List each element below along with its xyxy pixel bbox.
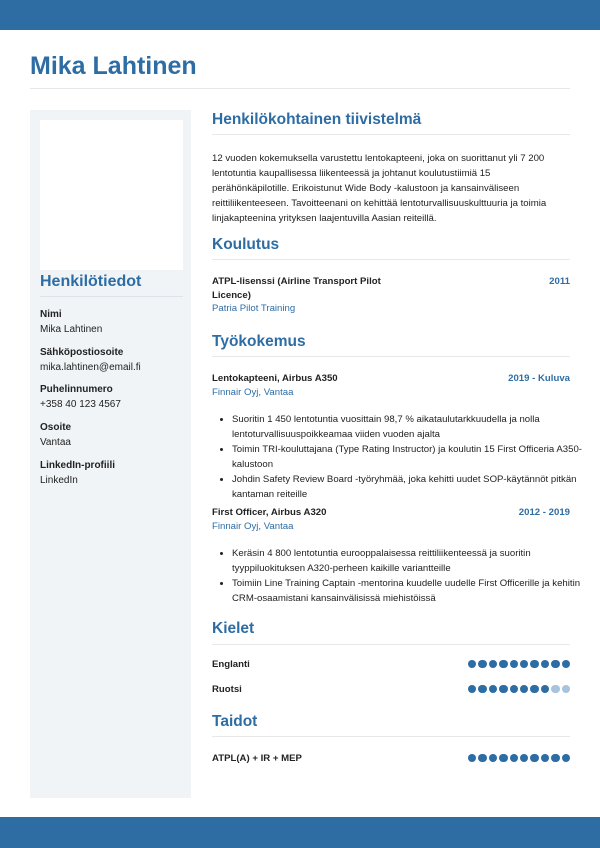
sidebar-divider xyxy=(40,296,183,297)
level-dot-filled xyxy=(562,660,570,668)
profile-photo xyxy=(40,120,183,270)
person-name: Mika Lahtinen xyxy=(30,52,197,80)
level-dot-filled xyxy=(510,660,518,668)
field-value: LinkedIn xyxy=(40,475,78,486)
top-accent-bar xyxy=(0,0,600,30)
education-degree: ATPL-lisenssi (Airline Transport Pilot Licence) xyxy=(212,276,381,301)
language-level-dots xyxy=(468,685,570,695)
field-value: Vantaa xyxy=(40,437,71,448)
field-label: Osoite xyxy=(40,422,72,433)
language-name: Englanti xyxy=(212,659,250,670)
field-label: Sähköpostiosoite xyxy=(40,347,124,358)
sidebar-title: Henkilötiedot xyxy=(40,273,142,290)
job-dates: 2019 - Kuluva xyxy=(508,373,570,384)
level-dot-filled xyxy=(489,754,497,762)
field-linkedin xyxy=(40,459,190,488)
level-dot-filled xyxy=(520,660,528,668)
job-title: Lentokapteeni, Airbus A350 xyxy=(212,373,338,384)
list-item: • Keräsin 4 800 lentotuntia eurooppalaisessa reittiliikenteessä ja suoritin tyyppiluokituksen A320-perheen kaikille variantteille xyxy=(232,546,590,576)
section-divider xyxy=(212,134,570,135)
level-dot-filled xyxy=(520,685,528,693)
job-title: First Officer, Airbus A320 xyxy=(212,507,327,518)
level-dot-filled xyxy=(478,685,486,693)
job-company: Finnair Oyj, Vantaa xyxy=(212,521,294,532)
section-title-summary: Henkilökohtainen tiivistelmä xyxy=(212,111,422,128)
level-dot-filled xyxy=(551,754,559,762)
level-dot-filled xyxy=(541,685,549,693)
level-dot-filled xyxy=(530,660,538,668)
section-title-languages: Kielet xyxy=(212,620,255,637)
section-title-education: Koulutus xyxy=(212,236,280,253)
job-achievements xyxy=(212,412,590,502)
list-item: • Toimin TRI-kouluttajana (Type Rating Instructor) ja koulutin 15 First Officeria A350-kalustoon xyxy=(232,442,590,472)
field-label: Nimi xyxy=(40,309,62,320)
section-divider xyxy=(212,259,570,260)
level-dot-filled xyxy=(468,660,476,668)
level-dot-filled xyxy=(541,754,549,762)
field-label: LinkedIn-profiili xyxy=(40,460,115,471)
education-year: 2011 xyxy=(549,276,570,287)
level-dot-filled xyxy=(489,660,497,668)
level-dot-filled xyxy=(530,754,538,762)
language-name: Ruotsi xyxy=(212,684,242,695)
level-dot-filled xyxy=(468,754,476,762)
education-school: Patria Pilot Training xyxy=(212,303,296,314)
section-divider xyxy=(212,644,570,645)
level-dot-filled xyxy=(541,660,549,668)
sidebar xyxy=(30,110,191,798)
field-value: mika.lahtinen@email.fi xyxy=(40,362,141,373)
field-name xyxy=(40,308,190,337)
level-dot-filled xyxy=(499,685,507,693)
skill-name: ATPL(A) + IR + MEP xyxy=(212,753,302,764)
level-dot-filled xyxy=(478,660,486,668)
level-dot-filled xyxy=(499,754,507,762)
level-dot-filled xyxy=(478,754,486,762)
job-company: Finnair Oyj, Vantaa xyxy=(212,387,294,398)
section-title-experience: Työkokemus xyxy=(212,333,306,350)
section-divider xyxy=(212,356,570,357)
field-value: +358 40 123 4567 xyxy=(40,399,121,410)
level-dot-filled xyxy=(489,685,497,693)
level-dot-filled xyxy=(520,754,528,762)
language-level-dots xyxy=(468,660,570,670)
level-dot-filled xyxy=(499,660,507,668)
job-dates: 2012 - 2019 xyxy=(518,507,570,518)
level-dot-filled xyxy=(562,754,570,762)
level-dot-empty xyxy=(551,685,559,693)
field-address xyxy=(40,421,190,450)
bottom-accent-bar xyxy=(0,817,600,848)
level-dot-filled xyxy=(530,685,538,693)
level-dot-filled xyxy=(510,685,518,693)
skill-level-dots xyxy=(468,754,570,764)
list-item: • Johdin Safety Review Board -työryhmää, joka kehitti uudet SOP-käytännöt pitkän kantaman reiteille xyxy=(232,472,590,502)
level-dot-filled xyxy=(468,685,476,693)
level-dot-empty xyxy=(562,685,570,693)
field-label: Puhelinnumero xyxy=(40,384,113,395)
name-divider xyxy=(30,88,570,89)
section-divider xyxy=(212,736,570,737)
section-title-skills: Taidot xyxy=(212,713,258,730)
job-achievements xyxy=(212,546,590,606)
level-dot-filled xyxy=(551,660,559,668)
level-dot-filled xyxy=(510,754,518,762)
list-item: • Toimiin Line Training Captain -mentorina kuudelle uudelle First Officerille ja kehitin CRM-osaamistani kansainvälisissä miehistöissä xyxy=(232,576,590,606)
summary-text: 12 vuoden kokemuksella varustettu lentokapteeni, joka on suorittanut yli 7 200 lentotuntia kaupallisessa liikenteessä ja johtanut koulutustiimiä 15 perähönkäpilotille. Erikoistunut Wide Body -kalustoon ja kansainväliseen reittiliikenteeseen. Tavoitteenani on kehittää lentoturvallisuuskulttuuria ja toimia linjakapteenina yrityksen laajentuvilla Aasian reiteillä. xyxy=(212,153,547,224)
field-email xyxy=(40,346,190,375)
field-phone xyxy=(40,383,190,412)
list-item: • Suoritin 1 450 lentotuntia vuosittain 98,7 % aikataulutarkkuudella ja nolla lentoturvallisuuspoikkeamaa viiden vuoden ajalta xyxy=(232,412,590,442)
field-value: Mika Lahtinen xyxy=(40,324,103,335)
